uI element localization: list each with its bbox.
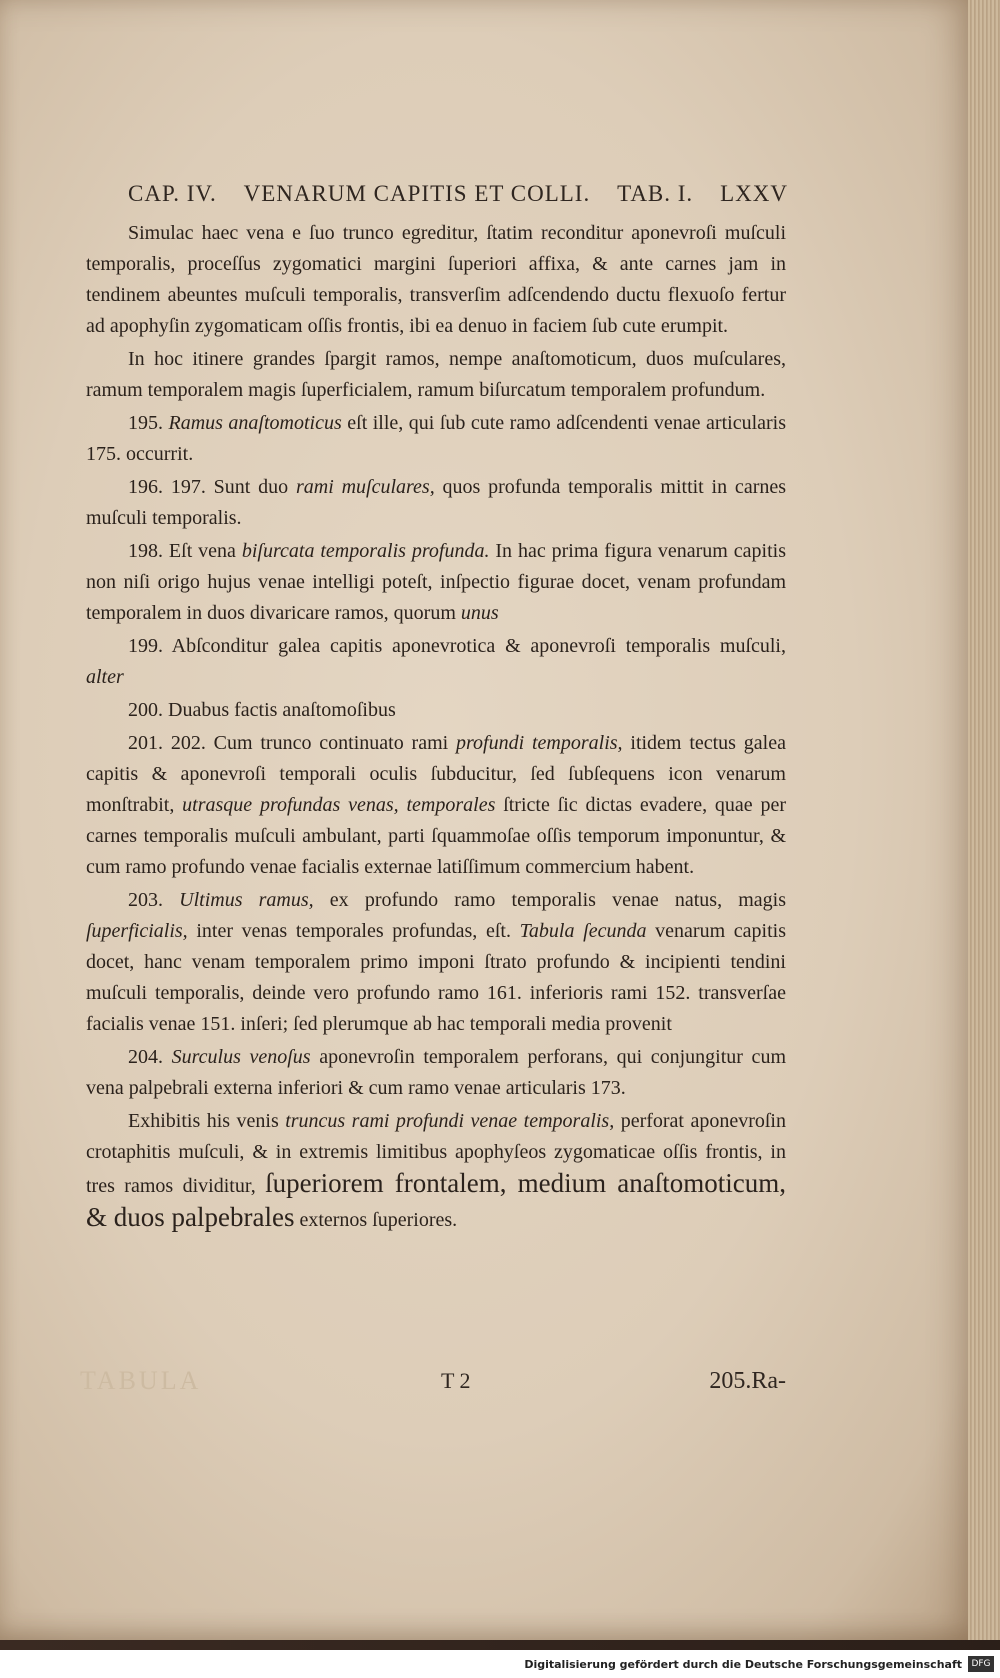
paragraph-exhibitis: Exhibitis his venis truncus rami profundi venae temporalis, perforat aponevroſin crotaphitis muſculi, & in extremis limitibus apophyſeos zygomaticae oſſis frontis, in tres ramos dividitur, ſuperiorem frontalem, medium anaſtomoticum, & duos palpebrales externos ſuperiores.	[86, 1110, 787, 1232]
paragraph-199: 199. Abſconditur galea capitis aponevrotica & aponevroſi temporalis muſculi, alter	[86, 635, 786, 688]
dfg-logo[interactable]: DFG	[968, 1656, 994, 1672]
page-edges	[968, 0, 1000, 1640]
paragraph-196: 196. 197. Sunt duo rami muſculares, quos profunda temporalis mittit in carnes muſculi temporalis.	[86, 476, 787, 529]
body-text	[86, 218, 786, 1238]
signature-mark: T 2	[441, 1368, 471, 1393]
show-through-text: TABULA	[80, 1366, 202, 1395]
paragraph-2: In hoc itinere grandes ſpargit ramos, nempe anaſtomoticum, duos muſculares, ramum temporalem magis ſuperficialem, ramum biſurcatum temporalem profundum.	[86, 348, 786, 401]
credit-bar	[0, 1650, 1000, 1678]
paragraph-204: 204. Surculus venoſus aponevroſin temporalem perforans, qui conjungitur cum vena palpebrali externa inferiori & cum ramo venae articularis 173.	[86, 1046, 786, 1099]
table-label: TAB. I.	[617, 181, 694, 206]
paragraph-195: 195. Ramus anaſtomoticus eſt ille, qui ſub cute ramo adſcendenti venae articularis 175. occurrit.	[86, 412, 787, 465]
header-title: VENARUM CAPITIS ET COLLI.	[243, 181, 591, 206]
running-header	[128, 181, 788, 207]
paragraph-200: 200. Duabus factis anaſtomoſibus	[128, 699, 396, 721]
catchword: 205.Ra-	[709, 1368, 786, 1394]
paragraph-198: 198. Eſt vena biſurcata temporalis profunda. In hac prima figura venarum capitis non niſi origo hujus venae intelligi poteſt, inſpectio figurae docet, venam profundam temporalem in duos divaricare ramos, quorum unus	[86, 540, 786, 624]
credit-text: Digitalisierung gefördert durch die Deutsche Forschungsgemeinschaft	[524, 1657, 962, 1671]
paragraph-203: 203. Ultimus ramus, ex profundo ramo temporalis venae natus, magis ſuperficialis, inter venas temporales profundas, eſt. Tabula ſecunda venarum capitis docet, hanc venam temporalem primo imponi ſtrato profundo & incipienti tendini muſculi temporalis, deinde vero profundo ramo 161. inferioris rami 152. transverſae facialis venae 151. inſeri; ſed plerumque ab hac temporali media provenit	[86, 889, 787, 1035]
chapter-label: CAP. IV.	[128, 181, 217, 206]
paragraph-201: 201. 202. Cum trunco continuato rami profundi temporalis, itidem tectus galea capitis & aponevroſi temporali oculis ſubducitur, ſed ſubſequens icon venarum monſtrabit, utrasque profundas venas, temporales ſtricte ſic dictas evadere, quae per carnes temporalis muſculi ambulant, parti ſquammoſae oſſis temporum imponuntur, & cum ramo profundo venae facialis externae latiſſimum commercium habent.	[86, 732, 786, 878]
paragraph-1: Simulac haec vena e ſuo trunco egreditur, ſtatim reconditur aponevroſi muſculi temporalis, proceſſus zygomatici margini ſuperiori affixa, & ante carnes jam in tendinem abeuntes muſculi temporalis, transverſim adſcendendo ductu flexuoſo fertur ad apophyſin zygomaticam oſſis frontis, ibi ea denuo in faciem ſub cute erumpit.	[86, 222, 786, 337]
page-number: LXXV	[720, 181, 788, 206]
page-footer	[86, 1368, 786, 1408]
